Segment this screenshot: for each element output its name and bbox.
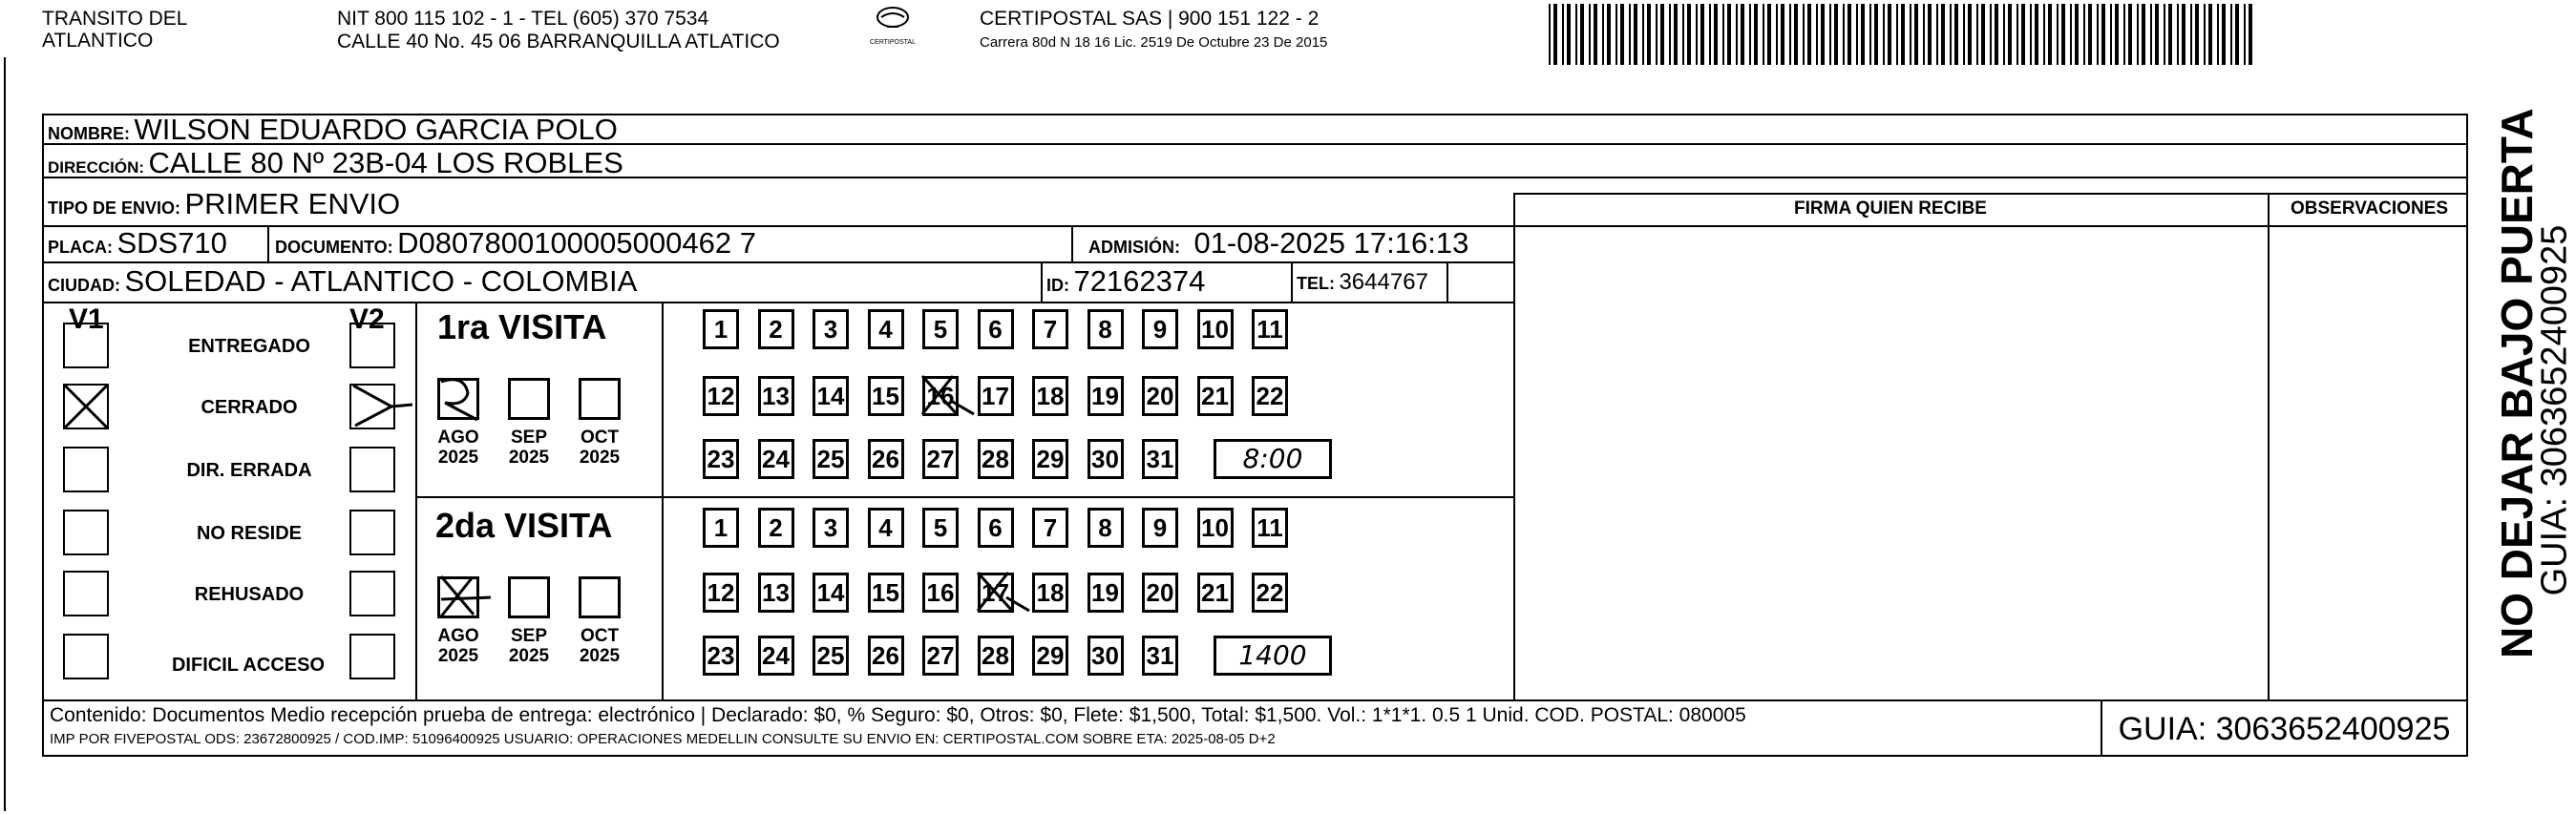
day-box[interactable]: 8 — [1087, 309, 1124, 349]
observaciones-column-line — [2268, 193, 2270, 699]
day-box[interactable]: 22 — [1252, 573, 1288, 613]
status-label: REHUSADO — [194, 584, 305, 605]
month-year: 2025 — [508, 448, 550, 468]
day-box[interactable]: 8 — [1087, 508, 1124, 548]
day-box[interactable]: 15 — [868, 573, 904, 613]
day-box[interactable]: 23 — [703, 636, 739, 676]
day-box[interactable]: 12 — [703, 376, 739, 416]
month-name: AGO — [437, 428, 479, 448]
first-visit-title: 1ra VISITA — [437, 307, 607, 346]
day-box[interactable]: 20 — [1142, 573, 1178, 613]
day-box[interactable]: 9 — [1142, 309, 1178, 349]
day-box[interactable]: 30 — [1087, 439, 1124, 479]
day-box[interactable]: 18 — [1032, 573, 1068, 613]
day-box[interactable]: 28 — [978, 636, 1014, 676]
status-label: DIR. ERRADA — [186, 460, 312, 481]
v1-checkbox[interactable] — [63, 571, 109, 616]
day-box[interactable]: 17 — [978, 376, 1014, 416]
v1-checkbox[interactable] — [63, 323, 109, 368]
day-box[interactable]: 23 — [703, 439, 739, 479]
cross-mark — [435, 573, 493, 624]
day-box[interactable]: 3 — [813, 309, 849, 349]
month-checkbox[interactable] — [579, 576, 621, 618]
ciudad-value: SOLEDAD - ATLANTICO - COLOMBIA — [124, 264, 638, 298]
month-checkbox[interactable] — [508, 378, 550, 420]
firma-header-bottom — [1513, 225, 2468, 227]
tel-label: TEL: — [1297, 274, 1335, 293]
documento-label: DOCUMENTO: — [275, 238, 393, 257]
day-box[interactable]: 5 — [922, 508, 959, 548]
v2-checkbox[interactable] — [349, 634, 395, 679]
day-box[interactable]: 14 — [813, 573, 849, 613]
day-box[interactable]: 16 — [922, 376, 959, 416]
day-box[interactable]: 24 — [758, 439, 794, 479]
month-name: SEP — [510, 626, 548, 646]
v1-checkbox[interactable] — [63, 634, 109, 679]
cell-line — [267, 225, 269, 261]
cell-line — [1291, 261, 1293, 302]
status-label: DIFICIL ACCESO — [171, 655, 325, 676]
day-box[interactable]: 18 — [1032, 376, 1068, 416]
v2-checkbox[interactable] — [349, 510, 395, 555]
day-box[interactable]: 31 — [1142, 439, 1178, 479]
hour-box[interactable]: 1400 — [1214, 636, 1332, 676]
day-box[interactable]: 16 — [922, 573, 959, 613]
day-box[interactable]: 1 — [703, 508, 739, 548]
day-box[interactable]: 13 — [758, 376, 794, 416]
v2-checkbox[interactable] — [349, 447, 395, 492]
mailbox-icon — [874, 6, 912, 34]
month-label — [430, 626, 487, 666]
admision-value: 01-08-2025 17:16:13 — [1193, 226, 1469, 260]
day-box[interactable]: 27 — [922, 439, 959, 479]
day-box[interactable]: 13 — [758, 573, 794, 613]
day-box[interactable]: 15 — [868, 376, 904, 416]
day-box[interactable]: 26 — [868, 439, 904, 479]
license-line: Carrera 80d N 18 16 Lic. 2519 De Octubre 23 De 2015 — [980, 34, 1328, 51]
documento-field — [275, 226, 756, 261]
cross-mark — [974, 569, 1031, 616]
direccion-value: CALLE 80 Nº 23B-04 LOS ROBLES — [148, 146, 623, 179]
day-box[interactable]: 12 — [703, 573, 739, 613]
address-line: CALLE 40 No. 45 06 BARRANQUILLA ATLATICO — [337, 31, 780, 52]
month-label — [571, 428, 628, 468]
day-box[interactable]: 26 — [868, 636, 904, 676]
day-box[interactable]: 7 — [1032, 309, 1068, 349]
v1-label: V1 — [69, 303, 104, 335]
certipostal-line: CERTIPOSTAL SAS | 900 151 122 - 2 — [980, 8, 1320, 30]
month-year: 2025 — [579, 646, 621, 666]
hour-box[interactable]: 8:00 — [1214, 439, 1332, 479]
direccion-row — [48, 146, 623, 180]
cell-line — [1446, 261, 1448, 302]
day-box[interactable]: 20 — [1142, 376, 1178, 416]
v1-checkbox[interactable] — [63, 510, 109, 555]
v2-checkbox[interactable] — [349, 323, 395, 368]
day-box[interactable]: 29 — [1032, 439, 1068, 479]
id-label: ID: — [1046, 276, 1069, 295]
nombre-label: NOMBRE: — [48, 124, 130, 143]
month-year: 2025 — [437, 448, 479, 468]
observaciones-header: OBSERVACIONES — [2290, 198, 2449, 219]
firma-column-line — [1513, 193, 1515, 699]
day-box[interactable]: 17 — [978, 573, 1014, 613]
day-box[interactable]: 4 — [868, 309, 904, 349]
documento-value: D0807800100005000462 7 — [397, 226, 756, 260]
month-label — [500, 626, 558, 666]
day-box[interactable]: 31 — [1142, 636, 1178, 676]
day-box[interactable]: 6 — [978, 508, 1014, 548]
visit-column-line — [662, 302, 664, 699]
day-box[interactable]: 2 — [758, 508, 794, 548]
placa-value: SDS710 — [116, 226, 227, 260]
month-year: 2025 — [579, 448, 621, 468]
side-warning: NO DEJAR BAJO PUERTA — [2492, 108, 2542, 658]
day-box[interactable]: 11 — [1252, 309, 1288, 349]
day-box[interactable]: 5 — [922, 309, 959, 349]
day-box[interactable]: 27 — [922, 636, 959, 676]
cross-mark — [63, 384, 109, 429]
day-box[interactable]: 24 — [758, 636, 794, 676]
status-column-line — [415, 302, 417, 699]
day-box[interactable]: 10 — [1197, 508, 1234, 548]
month-name: AGO — [437, 626, 479, 646]
day-box[interactable]: 19 — [1087, 376, 1124, 416]
status-label: CERRADO — [201, 397, 298, 418]
ciudad-field — [48, 264, 637, 299]
day-box[interactable]: 3 — [813, 508, 849, 548]
firma-header: FIRMA QUIEN RECIBE — [1794, 198, 1987, 219]
day-box[interactable]: 4 — [868, 508, 904, 548]
month-label — [430, 428, 487, 468]
cell-line — [1071, 225, 1073, 261]
row-line — [42, 302, 1513, 303]
day-box[interactable]: 10 — [1197, 309, 1234, 349]
second-visit-title: 2da VISITA — [435, 506, 613, 545]
ciudad-label: CIUDAD: — [48, 276, 120, 295]
footer-content: Contenido: Documentos Medio recepción prueba de entrega: electrónico | Declarado: $0, % Seguro: $0, Otros: $0, Flete: $1,500, Total: $1,500. Vol.: 1*1*1. 0.5 1 Unid. COD. POSTAL: 080005 — [50, 704, 1746, 726]
v2-label: V2 — [349, 303, 385, 335]
status-label: ENTREGADO — [188, 336, 310, 357]
id-field — [1046, 264, 1205, 299]
tel-field — [1297, 269, 1428, 296]
month-name: OCT — [580, 428, 620, 448]
visit-divider — [415, 496, 1513, 498]
tipo-envio-value: PRIMER ENVIO — [184, 187, 401, 220]
v1-checkbox[interactable] — [63, 447, 109, 492]
handwritten-mark — [435, 374, 493, 426]
day-box[interactable]: 2 — [758, 309, 794, 349]
footer-top-line — [42, 699, 2468, 701]
side-guia: GUIA: 3063652400925 — [2534, 224, 2575, 596]
day-box[interactable]: 25 — [813, 636, 849, 676]
placa-label: PLACA: — [48, 238, 113, 257]
status-label: NO RESIDE — [196, 523, 303, 544]
month-checkbox[interactable] — [508, 576, 550, 618]
cell-line — [1041, 261, 1043, 302]
left-edge-line — [4, 57, 6, 811]
day-box[interactable]: 25 — [813, 439, 849, 479]
footer-print-info: IMP POR FIVEPOSTAL ODS: 23672800925 / COD.IMP: 51096400925 USUARIO: OPERACIONES MEDELLIN CONSULTE SU ENVIO EN: CERTIPOSTAL.COM SOBRE ETA: 2025-08-05 D+2 — [50, 731, 1276, 747]
month-name: OCT — [580, 626, 620, 646]
month-name: SEP — [510, 428, 548, 448]
nombre-value: WILSON EDUARDO GARCIA POLO — [134, 113, 618, 146]
day-box[interactable]: 22 — [1252, 376, 1288, 416]
nit-line: NIT 800 115 102 - 1 - TEL (605) 370 7534 — [337, 8, 709, 30]
day-box[interactable]: 1 — [703, 309, 739, 349]
admision-field — [1088, 226, 1468, 261]
company-name: TRANSITO DEL ATLANTICO — [42, 8, 187, 52]
cross-mark — [918, 372, 976, 420]
check-mark — [349, 382, 416, 431]
month-checkbox[interactable] — [579, 378, 621, 420]
day-box[interactable]: 11 — [1252, 508, 1288, 548]
certipostal-logo: CERTIPOSTAL — [864, 6, 921, 55]
admision-label: ADMISIÓN: — [1088, 238, 1180, 257]
month-label — [571, 626, 628, 666]
month-year: 2025 — [508, 646, 550, 666]
day-box[interactable]: 29 — [1032, 636, 1068, 676]
direccion-label: DIRECCIÓN: — [48, 158, 145, 177]
footer-guia: GUIA: 3063652400925 — [2118, 711, 2451, 747]
day-box[interactable]: 9 — [1142, 508, 1178, 548]
tipo-envio-label: TIPO DE ENVIO: — [48, 198, 181, 218]
day-box[interactable]: 7 — [1032, 508, 1068, 548]
firma-header-line — [1513, 193, 2468, 195]
tipo-envio-row — [48, 187, 400, 221]
placa-field — [48, 226, 227, 261]
day-box[interactable]: 21 — [1197, 573, 1234, 613]
month-label — [500, 428, 558, 468]
day-box[interactable]: 28 — [978, 439, 1014, 479]
day-box[interactable]: 14 — [813, 376, 849, 416]
barcode — [1549, 4, 2253, 65]
day-box[interactable]: 21 — [1197, 376, 1234, 416]
day-box[interactable]: 30 — [1087, 636, 1124, 676]
v2-checkbox[interactable] — [349, 571, 395, 616]
month-year: 2025 — [437, 646, 479, 666]
day-box[interactable]: 6 — [978, 309, 1014, 349]
tel-value: 3644767 — [1339, 269, 1428, 295]
nombre-row — [48, 113, 618, 147]
id-value: 72162374 — [1073, 264, 1206, 298]
day-box[interactable]: 19 — [1087, 573, 1124, 613]
